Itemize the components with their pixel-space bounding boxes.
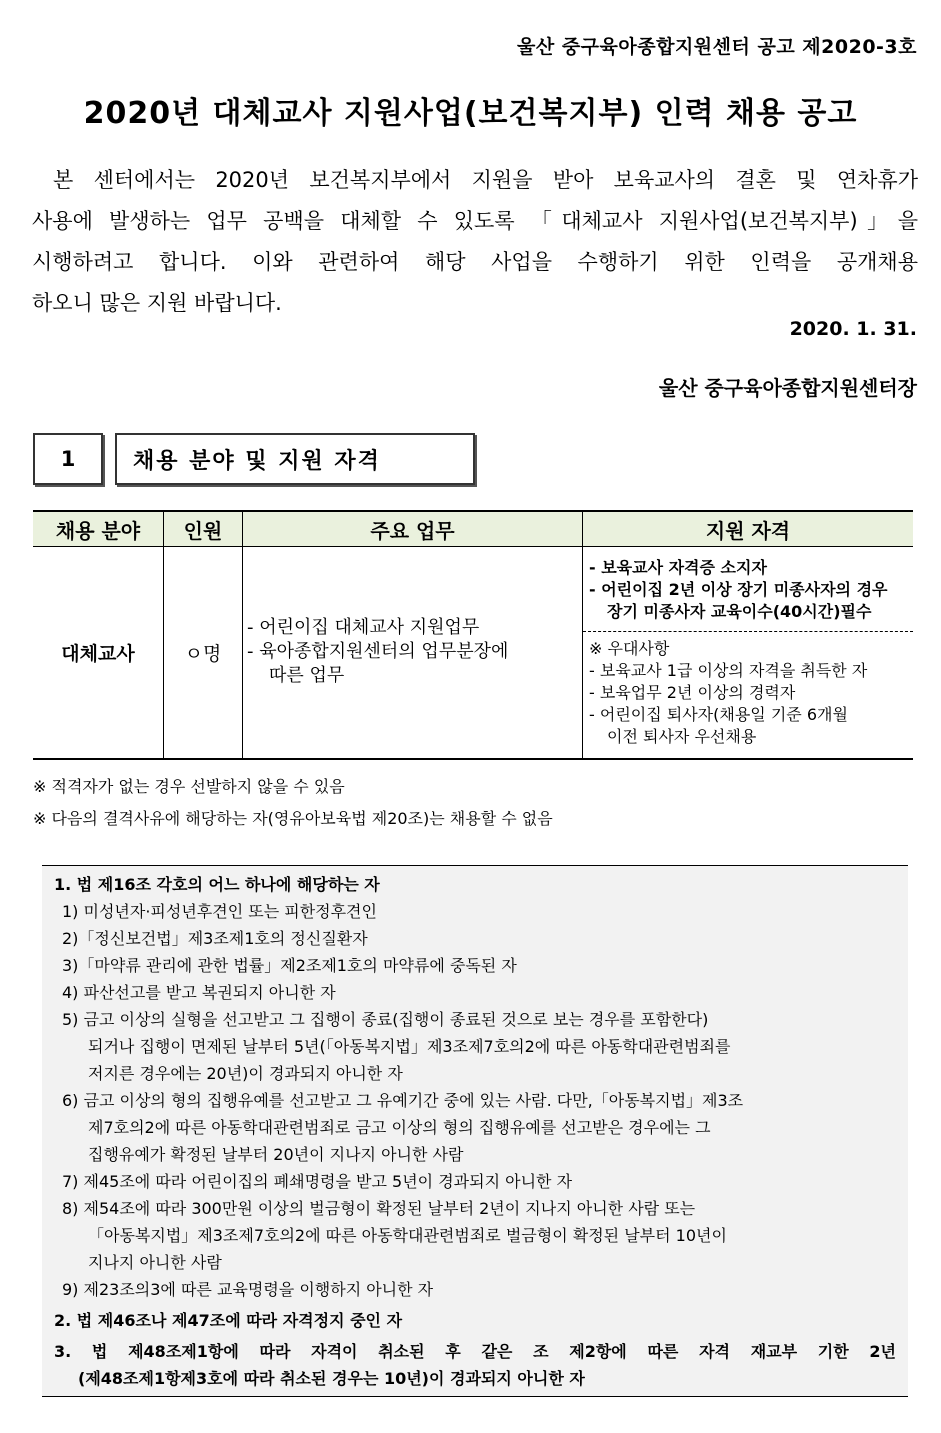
disq-item-cont: 되거나 집행이 면제된 날부터 5년(「아동복지법」제3조제7호의2에 따른 아동학대관련범죄를 — [88, 1037, 731, 1056]
header-duties: 주요 업무 — [243, 511, 583, 547]
notice-date: 2020. 1. 31. — [789, 318, 917, 340]
disq-item: 9) 제23조의3에 따른 교육명령을 이행하지 아니한 자 — [62, 1280, 434, 1299]
disq-item-cont: 집행유예가 확정된 날부터 20년이 지나지 아니한 사람 — [88, 1145, 464, 1164]
cell-count: ㅇ명 — [164, 547, 243, 759]
duty-item: - 육아종합지원센터의 업무분장에 — [247, 641, 509, 663]
intro-line: 하오니 많은 지원 바랍니다. — [32, 291, 282, 315]
intro-line: 시행하려고 합니다. 이와 관련하여 해당 사업을 수행하기 위한 인력을 공개채용 — [32, 250, 918, 274]
required-qualifications — [583, 551, 913, 632]
document-title: 2020년 대체교사 지원사업(보건복지부) 인력 채용 공고 — [83, 96, 858, 131]
disq-heading: 1. 법 제16조 각호의 어느 하나에 해당하는 자 — [54, 875, 380, 894]
cell-duties — [243, 547, 583, 759]
duty-item-cont: 따른 업무 — [269, 665, 345, 687]
preference-item: - 보육업무 2년 이상의 경력자 — [589, 682, 796, 702]
note: ※ 적격자가 없는 경우 선발하지 않을 수 있음 — [33, 777, 345, 796]
disq-item: 8) 제54조에 따라 300만원 이상의 벌금형이 확정된 날부터 2년이 지나지 아니한 사람 또는 — [62, 1199, 696, 1218]
disq-item: 3)「마약류 관리에 관한 법률」제2조제1호의 마약류에 중독된 자 — [62, 956, 517, 975]
recruitment-table — [33, 510, 913, 760]
header-qualifications: 지원 자격 — [583, 511, 914, 547]
disq-item: 5) 금고 이상의 실형을 선고받고 그 집행이 종료(집행이 종료된 것으로 보는 경우를 포함한다) — [62, 1010, 709, 1029]
disq-item: 2)「정신보건법」제3조제1호의 정신질환자 — [62, 929, 368, 948]
disq-heading-cont: (제48조제1항제3호에 따라 취소된 경우는 10년)이 경과되지 아니한 자 — [78, 1369, 585, 1388]
preference-item-cont: 이전 퇴사자 우선채용 — [607, 726, 757, 746]
disq-heading: 3. 법 제48조제1항에 따라 자격이 취소된 후 같은 조 제2항에 따른 자격 재교부 기한 2년 — [54, 1342, 896, 1361]
preference-item: - 어린이집 퇴사자(채용일 기준 6개월 — [589, 704, 848, 724]
cell-field: 대체교사 — [33, 547, 164, 759]
disq-heading: 2. 법 제46조나 제47조에 따라 자격정지 중인 자 — [54, 1311, 403, 1330]
disq-item-cont: 지나지 아니한 사람 — [88, 1253, 222, 1272]
qual-item: - 보육교사 자격증 소지자 — [589, 557, 767, 577]
qual-item-cont: 장기 미종사자 교육이수(40시간)필수 — [607, 601, 872, 621]
cell-qualifications — [583, 547, 914, 759]
disq-item: 4) 파산선고를 받고 복권되지 아니한 자 — [62, 983, 336, 1002]
preferences — [583, 632, 913, 754]
qual-item: - 어린이집 2년 이상 장기 미종사자의 경우 — [589, 579, 888, 599]
preference-item: - 보육교사 1급 이상의 자격을 취득한 자 — [589, 660, 868, 680]
disq-item-cont: 저지른 경우에는 20년)이 경과되지 아니한 자 — [88, 1064, 403, 1083]
table-row — [33, 547, 913, 759]
disq-item: 7) 제45조에 따라 어린이집의 폐쇄명령을 받고 5년이 경과되지 아니한 자 — [62, 1172, 573, 1191]
preference-title: ※ 우대사항 — [589, 638, 670, 658]
notice-number: 울산 중구육아종합지원센터 공고 제2020-3호 — [517, 36, 917, 58]
header-count: 인원 — [164, 511, 243, 547]
disq-item-cont: 제7호의2에 따른 아동학대관련범죄로 금고 이상의 형의 집행유예를 선고받은 경우에는 그 — [88, 1118, 711, 1137]
duty-item: - 어린이집 대체교사 지원업무 — [247, 617, 480, 639]
section-number: 1 — [33, 433, 103, 485]
intro-paragraph — [32, 160, 918, 324]
disq-item: 6) 금고 이상의 형의 집행유예를 선고받고 그 유예기간 중에 있는 사람. 다만,「아동복지법」제3조 — [62, 1091, 744, 1110]
table-header-row — [33, 511, 913, 547]
header-field: 채용 분야 — [33, 511, 164, 547]
note: ※ 다음의 결격사유에 해당하는 자(영유아보육법 제20조)는 채용할 수 없음 — [33, 809, 553, 828]
section-title: 채용 분야 및 지원 자격 — [115, 433, 475, 485]
signer: 울산 중구육아종합지원센터장 — [658, 376, 917, 400]
disq-item-cont: 「아동복지법」제3조제7호의2에 따른 아동학대관련범죄로 벌금형이 확정된 날부터 10년이 — [88, 1226, 727, 1245]
intro-line: 본 센터에서는 2020년 보건복지부에서 지원을 받아 보육교사의 결혼 및 연차휴가 — [53, 168, 918, 192]
disqualification-box — [42, 865, 908, 1397]
intro-line: 사용에 발생하는 업무 공백을 대체할 수 있도록 「대체교사 지원사업(보건복지부)」을 — [32, 209, 918, 233]
disq-item: 1) 미성년자·피성년후견인 또는 피한정후견인 — [62, 902, 377, 921]
